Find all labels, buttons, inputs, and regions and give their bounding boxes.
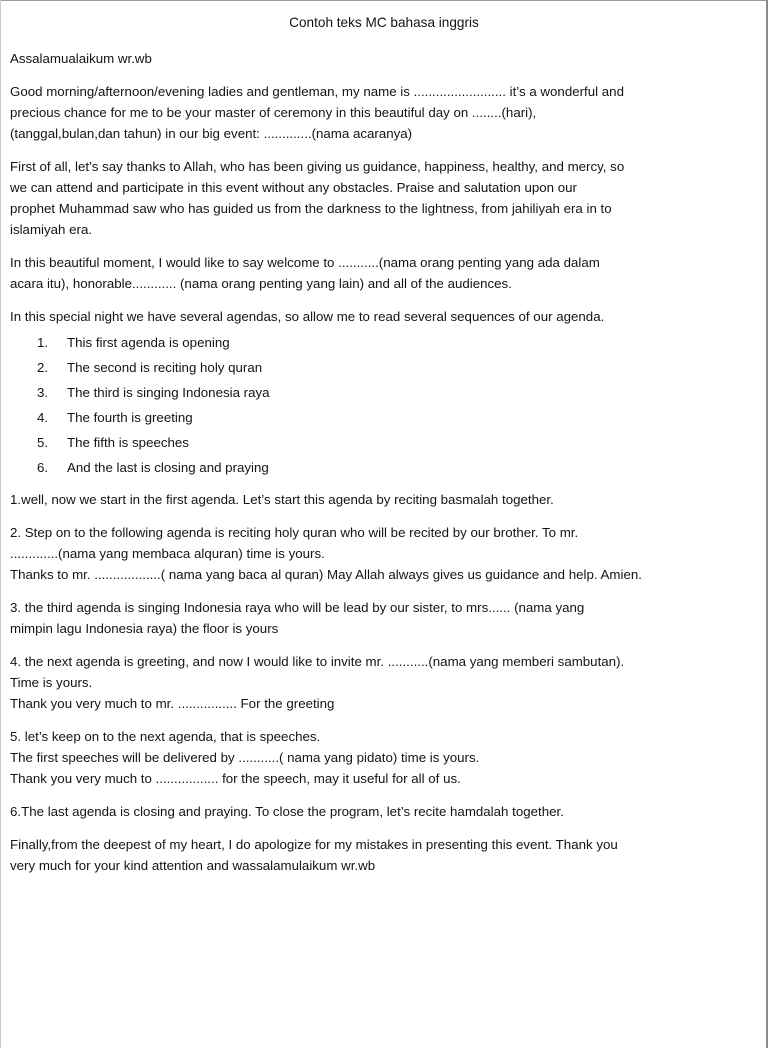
agenda-item-text: And the last is closing and praying xyxy=(67,460,269,475)
text-line: 1.well, now we start in the first agenda. Let’s start this agenda by reciting basmalah together. xyxy=(10,492,554,507)
agenda-item-text: The fourth is greeting xyxy=(67,410,193,425)
agenda-item xyxy=(10,380,758,405)
document-page xyxy=(10,13,758,888)
text-line: islamiyah era. xyxy=(10,222,93,237)
step-2-paragraph xyxy=(10,522,758,585)
agenda-item xyxy=(10,405,758,430)
agenda-item-text: This first agenda is opening xyxy=(67,335,230,350)
agenda-list xyxy=(10,330,758,480)
text-line: First of all, let’s say thanks to Allah, who has been giving us guidance, happiness, healthy, and mercy, so xyxy=(10,159,625,174)
text-line: acara itu), honorable............ (nama orang penting yang lain) and all of the audiences. xyxy=(10,276,512,291)
opening-paragraph xyxy=(10,81,758,144)
agenda-item-number: 3. xyxy=(37,385,49,400)
text-line: .............(nama yang membaca alquran) time is yours. xyxy=(10,546,325,561)
text-line: mimpin lagu Indonesia raya) the floor is yours xyxy=(10,621,279,636)
agenda-item xyxy=(10,355,758,380)
agenda-item-number: 1. xyxy=(37,335,49,350)
text-line: Thank you very much to ................. for the speech, may it useful for all of us. xyxy=(10,771,461,786)
agenda-item xyxy=(10,430,758,455)
agenda-item-number: 6. xyxy=(37,460,49,475)
agenda-item-number: 4. xyxy=(37,410,49,425)
text-line: very much for your kind attention and wassalamulaikum wr.wb xyxy=(10,858,376,873)
text-line: Finally,from the deepest of my heart, I do apologize for my mistakes in presenting this event. Thank you xyxy=(10,837,618,852)
agenda-item xyxy=(10,455,758,480)
text-line: 3. the third agenda is singing Indonesia raya who will be lead by our sister, to mrs...... (nama yang xyxy=(10,600,585,615)
agenda-item-number: 2. xyxy=(37,360,49,375)
agenda-item-text: The second is reciting holy quran xyxy=(67,360,263,375)
text-line: Good morning/afternoon/evening ladies and gentleman, my name is ......................... it’s a wonderful and xyxy=(10,84,624,99)
text-line: Time is yours. xyxy=(10,675,93,690)
text-line: In this beautiful moment, I would like to say welcome to ...........(nama orang penting yang ada dalam xyxy=(10,255,600,270)
closing-paragraph xyxy=(10,834,758,876)
greeting-paragraph: Assalamualaikum wr.wb xyxy=(10,51,152,66)
page-left-edge xyxy=(0,0,1,1048)
text-line: (tanggal,bulan,dan tahun) in our big event: .............(nama acaranya) xyxy=(10,126,413,141)
welcome-paragraph xyxy=(10,252,758,294)
step-5-paragraph xyxy=(10,726,758,789)
text-line: The first speeches will be delivered by ...........( nama yang pidato) time is yours. xyxy=(10,750,480,765)
agenda-item-number: 5. xyxy=(37,435,49,450)
page-top-edge xyxy=(0,0,768,1)
text-line: prophet Muhammad saw who has guided us from the darkness to the lightness, from jahiliyah era in to xyxy=(10,201,612,216)
agenda-item xyxy=(10,330,758,355)
text-line: Thank you very much to mr. ................ For the greeting xyxy=(10,696,335,711)
thanks-paragraph xyxy=(10,156,758,240)
agenda-intro: In this special night we have several agendas, so allow me to read several sequences of our agenda. xyxy=(10,309,605,324)
text-line: we can attend and participate in this event without any obstacles. Praise and salutation upon our xyxy=(10,180,577,195)
document-title: Contoh teks MC bahasa inggris xyxy=(289,15,479,30)
step-3-paragraph xyxy=(10,597,758,639)
agenda-item-text: The fifth is speeches xyxy=(67,435,189,450)
text-line: precious chance for me to be your master of ceremony in this beautiful day on ........(hari), xyxy=(10,105,537,120)
step-4-paragraph xyxy=(10,651,758,714)
text-line: 5. let’s keep on to the next agenda, that is speeches. xyxy=(10,729,321,744)
text-line: Thanks to mr. ..................( nama yang baca al quran) May Allah always gives us guidance and help. Amien. xyxy=(10,567,642,582)
text-line: 4. the next agenda is greeting, and now I would like to invite mr. ...........(nama yang memberi sambutan). xyxy=(10,654,625,669)
text-line: 2. Step on to the following agenda is reciting holy quran who will be recited by our brother. To mr. xyxy=(10,525,579,540)
step-1-paragraph xyxy=(10,489,758,510)
text-line: 6.The last agenda is closing and praying. To close the program, let’s recite hamdalah together. xyxy=(10,804,564,819)
step-6-paragraph xyxy=(10,801,758,822)
agenda-item-text: The third is singing Indonesia raya xyxy=(67,385,270,400)
